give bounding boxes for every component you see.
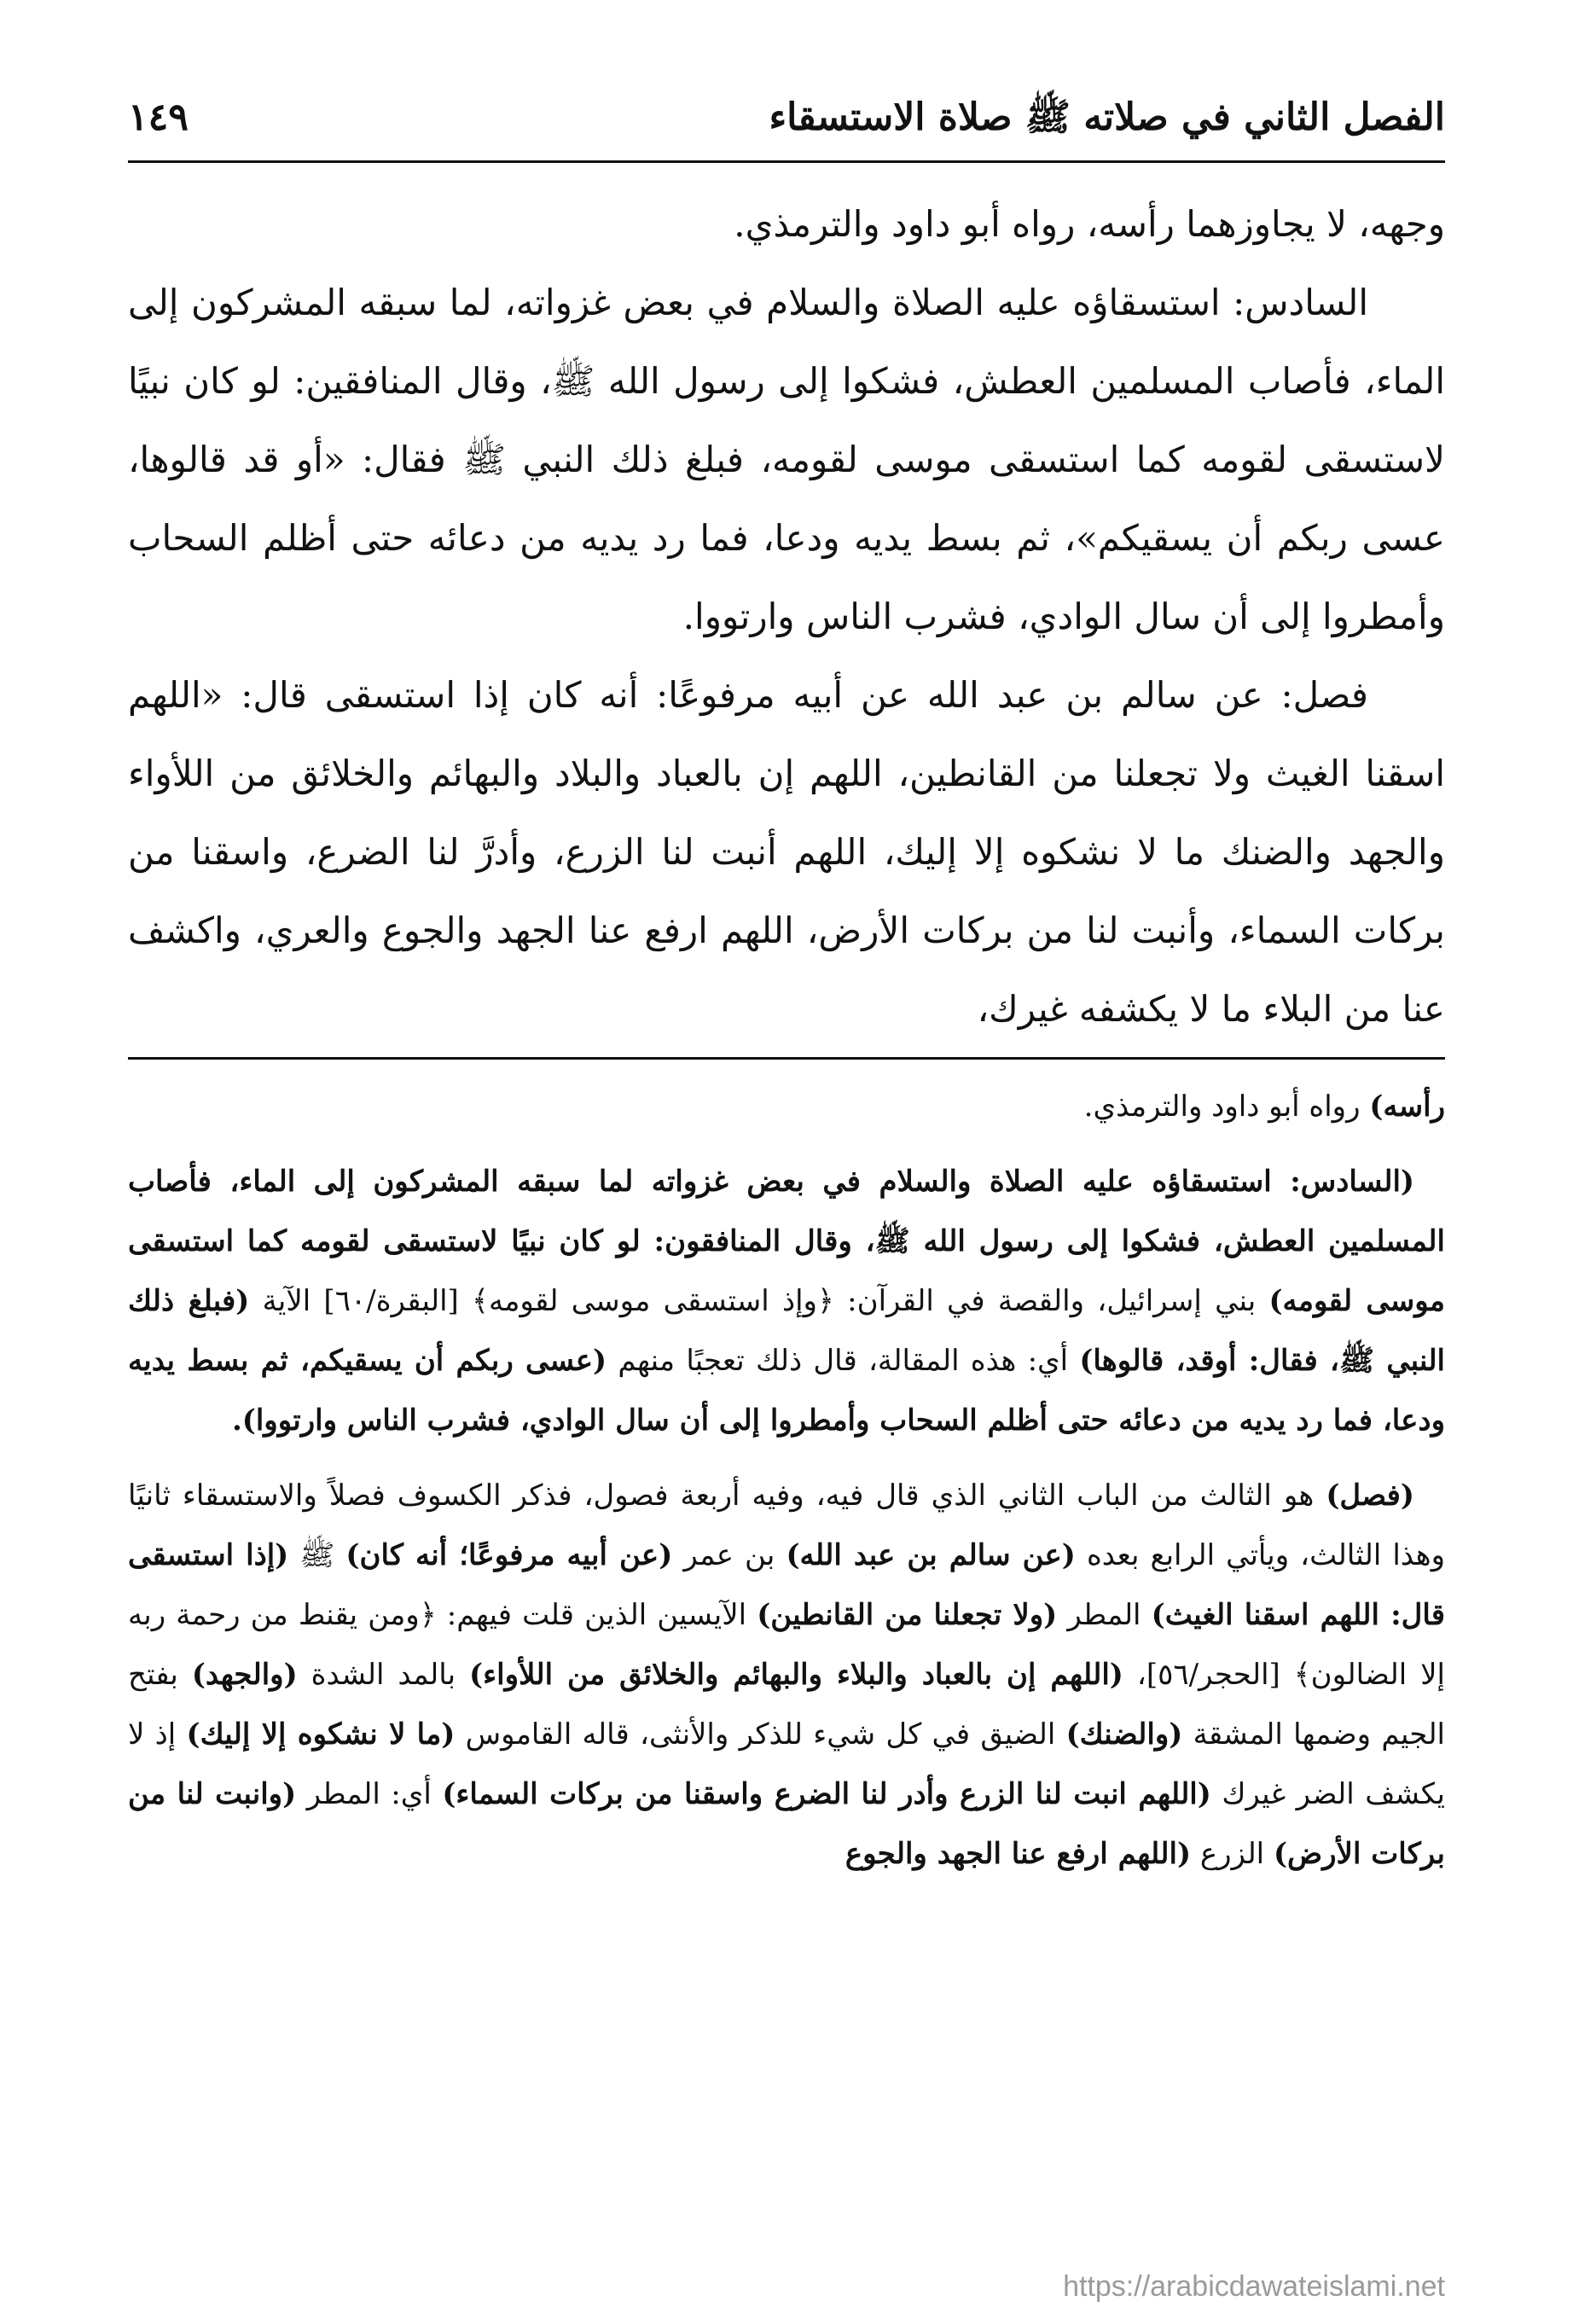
running-header xyxy=(128,94,1445,163)
commentary-text: الزرع xyxy=(1191,1837,1274,1871)
quoted-text: (إذا استسقى قال: اللهم اسقنا الغيث) xyxy=(128,1538,1445,1632)
quoted-text: (السادس: استسقاؤه عليه الصلاة والسلام في بعض غزواته لما سبقه المشركون إلى الماء، فأصاب المسلمين العطش، فشكوا إلى رسول الله ﷺ، وقال المنافقون: لو كان نبيًا لاستسقى لقومه كما استسقى موسى لقومه) xyxy=(128,1165,1445,1318)
commentary-text: بني إسرائيل، والقصة في القرآن: ﴿وإذ استسقى موسى لقومه﴾ [البقرة/٦٠] الآية xyxy=(249,1284,1269,1318)
quoted-text: (وانبت لنا من بركات الأرض) xyxy=(128,1777,1445,1871)
commentary-text: ﷺ xyxy=(288,1538,346,1572)
commentary-text: الآيسين الذين قلت فيهم: ﴿ومن يقنط من رحمة ربه إلا الضالون﴾ [الحجر/٥٦]، xyxy=(128,1598,1446,1692)
quoted-text: (اللهم إن بالعباد والبلاء والبهائم والخلائق من اللأواء) xyxy=(469,1658,1123,1692)
commentary-text: رواه أبو داود والترمذي. xyxy=(1083,1089,1370,1124)
chapter-title: الفصل الثاني في صلاته ﷺ صلاة الاستسقاء xyxy=(769,96,1445,139)
book-page xyxy=(128,94,1445,1899)
commentary-paragraph xyxy=(128,1466,1445,1884)
quoted-text: رأسه) xyxy=(1369,1089,1445,1124)
quoted-text: (والضنك) xyxy=(1065,1717,1183,1752)
commentary-section xyxy=(128,1077,1445,1884)
quoted-text: (والجهد) xyxy=(191,1658,298,1692)
page-number: ١٤٩ xyxy=(128,96,189,139)
watermark-url: https://arabicdawateislami.net xyxy=(1063,2270,1445,2303)
quoted-text: (اللهم انبت لنا الزرع وأدر لنا الضرع واسقنا من بركات السماء) xyxy=(442,1777,1211,1811)
quoted-text: (فصل) xyxy=(1326,1479,1414,1513)
main-paragraph: فصل: عن سالم بن عبد الله عن أبيه مرفوعًا: أنه كان إذا استسقى قال: «اللهم اسقنا الغيث ولا تجعلنا من القانطين، اللهم إن بالعباد والبلاد والبهائم والخلائق من اللأواء والجهد والضنك ما لا نشكوه إلا إليك، اللهم أنبت لنا الزرع، وأدرَّ لنا الضرع، واسقنا من بركات السماء، وأنبت لنا من بركات الأرض، اللهم ارفع عنا الجهد والجوع والعري، واكشف عنا من البلاء ما لا يكشفه غيرك، xyxy=(128,674,1445,1030)
quoted-text: (اللهم ارفع عنا الجهد والجوع xyxy=(845,1837,1192,1871)
commentary-text: بفتح الجيم وضمها المشقة xyxy=(128,1658,1446,1752)
main-paragraph: وجهه، لا يجاوزهما رأسه، رواه أبو داود والترمذي. xyxy=(734,203,1445,245)
commentary-text: أي: هذه المقالة، قال ذلك تعجبًا منهم xyxy=(607,1344,1080,1378)
commentary-paragraph xyxy=(128,1152,1445,1450)
quoted-text: (ما لا نشكوه إلا إليك) xyxy=(186,1717,456,1752)
quoted-text: (ولا تجعلنا من القانطين) xyxy=(757,1598,1058,1632)
commentary-text: إذ لا يكشف الضر غيرك xyxy=(128,1717,1445,1811)
quoted-text: (فبلغ ذلك النبي ﷺ، فقال: أوقد، قالوها) xyxy=(128,1284,1445,1378)
main-paragraph: السادس: استسقاؤه عليه الصلاة والسلام في بعض غزواته، لما سبقه المشركون إلى الماء، فأصاب المسلمين العطش، فشكوا إلى رسول الله ﷺ، وقال المنافقين: لو كان نبيًا لاستسقى لقومه كما استسقى موسى لقومه، فبلغ ذلك النبي ﷺ فقال: «أو قد قالوها، عسى ربكم أن يسقيكم»، ثم بسط يديه ودعا، فما رد يديه من دعائه حتى أظلم السحاب وأمطروا إلى أن سال الوادي، فشرب الناس وارتووا. xyxy=(128,282,1445,637)
separator-rule xyxy=(128,1057,1445,1060)
main-text xyxy=(128,185,1445,1049)
commentary-text: أي: المطر xyxy=(296,1777,443,1811)
commentary-text: بالمد الشدة xyxy=(297,1658,470,1692)
quoted-text: (عن سالم بن عبد الله) xyxy=(786,1538,1076,1572)
commentary-text: هو الثالث من الباب الثاني الذي قال فيه، وفيه أربعة فصول، فذكر الكسوف فصلاً والاستسقاء ثانيًا وهذا الثالث، ويأتي الرابع بعده xyxy=(128,1479,1445,1572)
commentary-text: الضيق في كل شيء للذكر والأنثى، قاله القاموس xyxy=(455,1717,1066,1752)
quoted-text: (عن أبيه مرفوعًا؛ أنه كان) xyxy=(345,1538,673,1572)
commentary-text: المطر xyxy=(1057,1598,1152,1632)
commentary-paragraph xyxy=(128,1077,1445,1136)
quoted-text: (عسى ربكم أن يسقيكم، ثم بسط يديه ودعا، فما رد يديه من دعائه حتى أظلم السحاب وأمطروا إلى أن سال الوادي، فشرب الناس وارتووا). xyxy=(128,1344,1445,1438)
commentary-text: بن عمر xyxy=(672,1538,786,1572)
